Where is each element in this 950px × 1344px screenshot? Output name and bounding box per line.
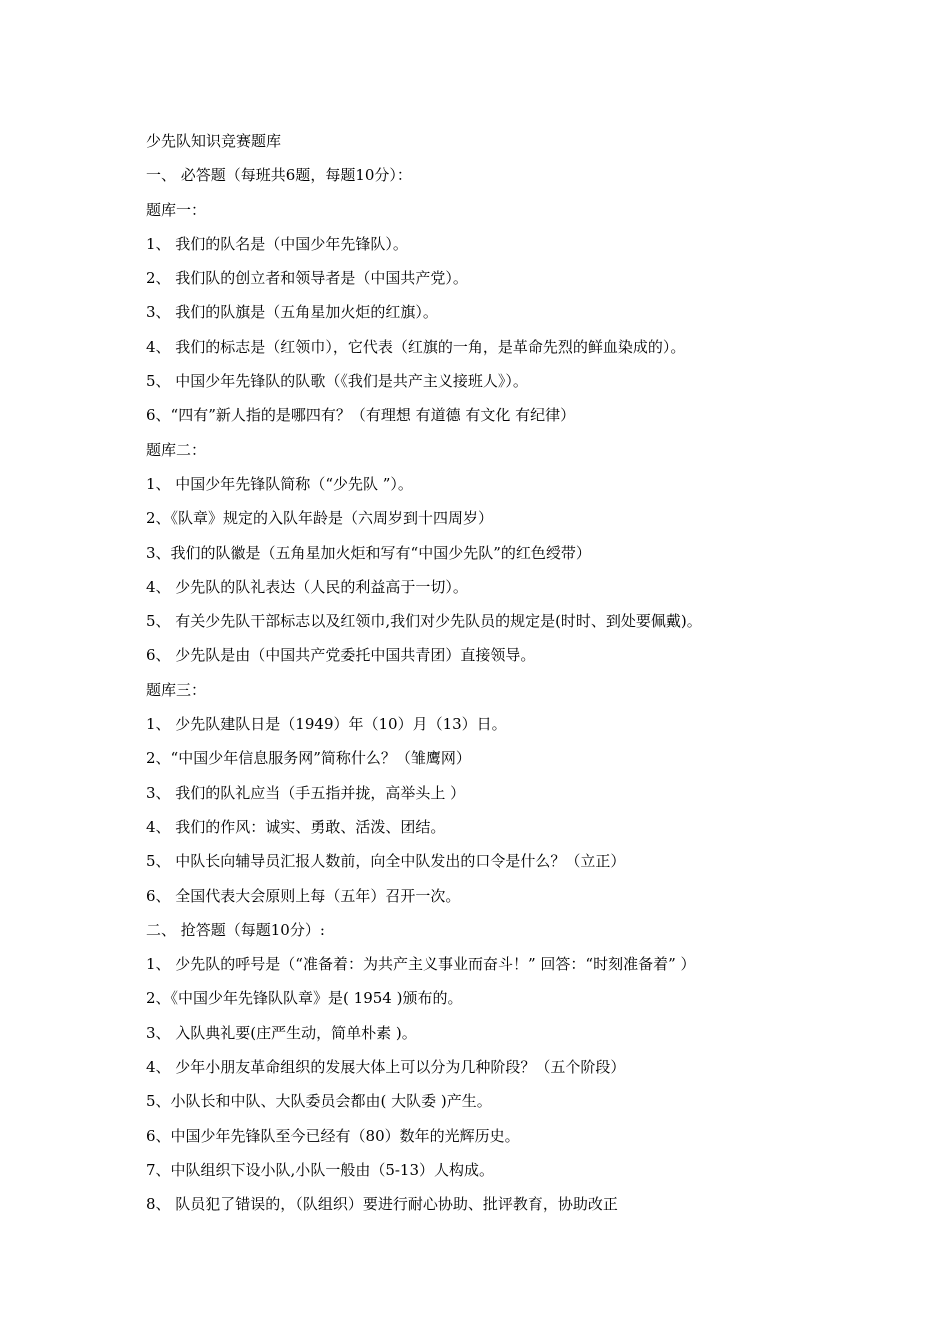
question-line: 8、 队员犯了错误的，（队组织）要进行耐心协助、批评教育，协助改正 <box>146 1195 618 1214</box>
section-heading-required: 一、 必答题（每班共6题，每题10分）： <box>146 166 412 185</box>
question-line: 4、 少先队的队礼表达（人民的利益高于一切）。 <box>146 577 468 596</box>
question-line: 6、 全国代表大会原则上每（五年）召开一次。 <box>146 886 461 905</box>
question-line: 3、 我们的队旗是（五角星加火炬的红旗）。 <box>146 303 438 322</box>
question-line: 2、《队章》规定的入队年龄是（六周岁到十四周岁） <box>146 509 494 528</box>
question-line: 3、 我们的队礼应当（手五指并拢，高举头上 ） <box>146 783 466 802</box>
question-line: 5、 中队长向辅导员汇报人数前，向全中队发出的口令是什么？（立正） <box>146 852 626 871</box>
document-body <box>146 124 846 1222</box>
section-heading-quick-answer: 二、 抢答题（每题10分）: <box>146 920 325 939</box>
question-line: 5、小队长和中队、大队委员会都由( 大队委 )产生。 <box>146 1092 492 1111</box>
question-line: 4、 少年小朋友革命组织的发展大体上可以分为几种阶段？（五个阶段） <box>146 1058 626 1077</box>
question-line: 4、 我们的作风：诚实、勇敢、活泼、团结。 <box>146 817 446 836</box>
question-line: 5、 有关少先队干部标志以及红领巾,我们对少先队员的规定是(时时、到处要佩戴)。 <box>146 612 702 631</box>
question-line: 1、 少先队的呼号是（“准备着：为共产主义事业而奋斗！” 回答：“时刻准备着” ） <box>146 955 696 974</box>
question-line: 6、中国少年先锋队至今已经有（80）数年的光辉历史。 <box>146 1126 520 1145</box>
bank-heading-1: 题库一： <box>146 200 207 219</box>
question-line: 4、 我们的标志是（红领巾），它代表（红旗的一角，是革命先烈的鲜血染成的）。 <box>146 337 686 356</box>
question-line: 1、 少先队建队日是（1949）年（10）月（13）日。 <box>146 715 507 734</box>
question-line: 1、 中国少年先锋队简称（“少先队 ”）。 <box>146 474 413 493</box>
bank-heading-2: 题库二： <box>146 440 207 459</box>
question-line: 3、 入队典礼要(庄严生动，简单朴素 )。 <box>146 1023 417 1042</box>
question-line: 2、 我们队的创立者和领导者是（中国共产党）。 <box>146 269 468 288</box>
bank-heading-3: 题库三： <box>146 680 207 699</box>
document-title: 少先队知识竞赛题库 <box>146 132 282 150</box>
question-line: 3、我们的队徽是（五角星加火炬和写有“中国少先队”的红色绶带） <box>146 543 591 562</box>
question-line: 6、“四有”新人指的是哪四有？（有理想 有道德 有文化 有纪律） <box>146 406 576 425</box>
question-line: 2、“中国少年信息服务网”简称什么？（雏鹰网） <box>146 749 471 768</box>
question-line: 6、 少先队是由（中国共产党委托中国共青团）直接领导。 <box>146 646 536 665</box>
question-line: 2、《中国少年先锋队队章》是( 1954 )颁布的。 <box>146 989 463 1008</box>
question-line: 7、中队组织下设小队,小队一般由（5-13）人构成。 <box>146 1160 495 1179</box>
question-line: 1、 我们的队名是（中国少年先锋队）。 <box>146 234 408 253</box>
question-line: 5、 中国少年先锋队的队歌（《我们是共产主义接班人》）。 <box>146 372 528 391</box>
